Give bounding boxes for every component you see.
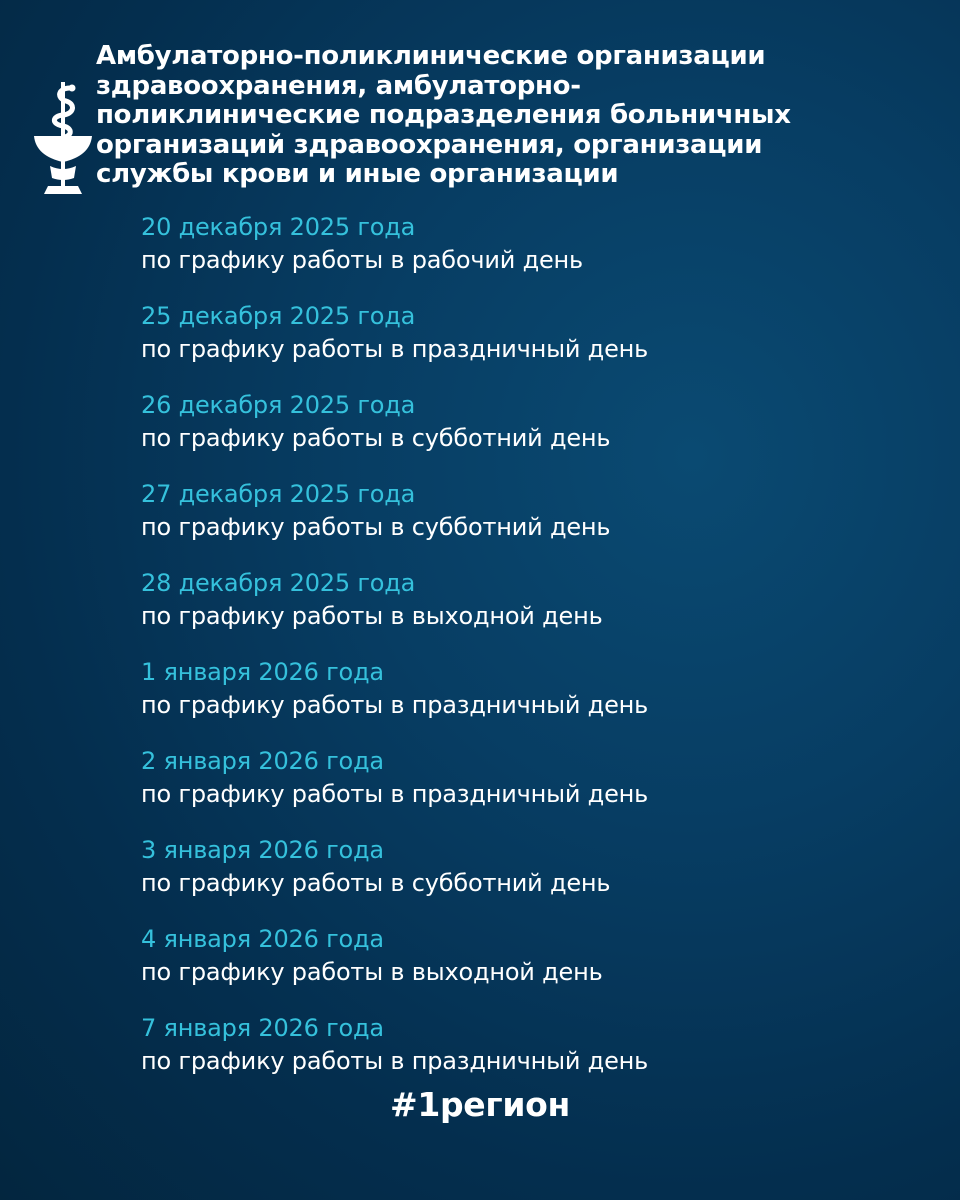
entry-description: по графику работы в праздничный день bbox=[141, 335, 649, 363]
title-line: организаций здравоохранения, организации bbox=[96, 129, 763, 160]
entry-date: 25 декабря 2025 года bbox=[141, 302, 416, 330]
entry-date: 2 января 2026 года bbox=[141, 747, 384, 775]
entry-date: 4 января 2026 года bbox=[141, 925, 384, 953]
schedule-entry bbox=[141, 388, 921, 477]
title-line: здравоохранения, амбулаторно- bbox=[96, 70, 581, 101]
entry-date: 26 декабря 2025 года bbox=[141, 391, 416, 419]
bowl-of-hygieia-icon bbox=[30, 82, 96, 200]
schedule-entry bbox=[141, 922, 921, 1011]
title-line: службы крови и иные организации bbox=[96, 159, 619, 189]
entry-description: по графику работы в выходной день bbox=[141, 602, 603, 630]
title-line: поликлинические подразделения больничных bbox=[96, 100, 791, 130]
entry-date: 3 января 2026 года bbox=[141, 836, 384, 864]
schedule-entry bbox=[141, 566, 921, 655]
title-line: Амбулаторно-поликлинические организации bbox=[96, 41, 766, 71]
schedule-list bbox=[141, 210, 921, 1100]
header bbox=[28, 42, 928, 192]
hashtag: #1регион bbox=[389, 1085, 571, 1124]
entry-date: 27 декабря 2025 года bbox=[141, 480, 416, 508]
entry-description: по графику работы в праздничный день bbox=[141, 1047, 649, 1075]
entry-date: 20 декабря 2025 года bbox=[141, 213, 416, 241]
entry-date: 28 декабря 2025 года bbox=[141, 569, 416, 597]
schedule-entry bbox=[141, 655, 921, 744]
schedule-entry bbox=[141, 299, 921, 388]
page-title bbox=[96, 42, 926, 190]
entry-description: по графику работы в праздничный день bbox=[141, 780, 649, 808]
entry-description: по графику работы в субботний день bbox=[141, 869, 611, 897]
entry-date: 7 января 2026 года bbox=[141, 1014, 384, 1042]
schedule-entry bbox=[141, 210, 921, 299]
schedule-entry bbox=[141, 477, 921, 566]
entry-description: по графику работы в субботний день bbox=[141, 513, 611, 541]
entry-description: по графику работы в рабочий день bbox=[141, 246, 583, 274]
schedule-entry bbox=[141, 833, 921, 922]
entry-description: по графику работы в выходной день bbox=[141, 958, 603, 986]
schedule-entry bbox=[141, 744, 921, 833]
entry-description: по графику работы в праздничный день bbox=[141, 691, 649, 719]
entry-description: по графику работы в субботний день bbox=[141, 424, 611, 452]
entry-date: 1 января 2026 года bbox=[141, 658, 384, 686]
